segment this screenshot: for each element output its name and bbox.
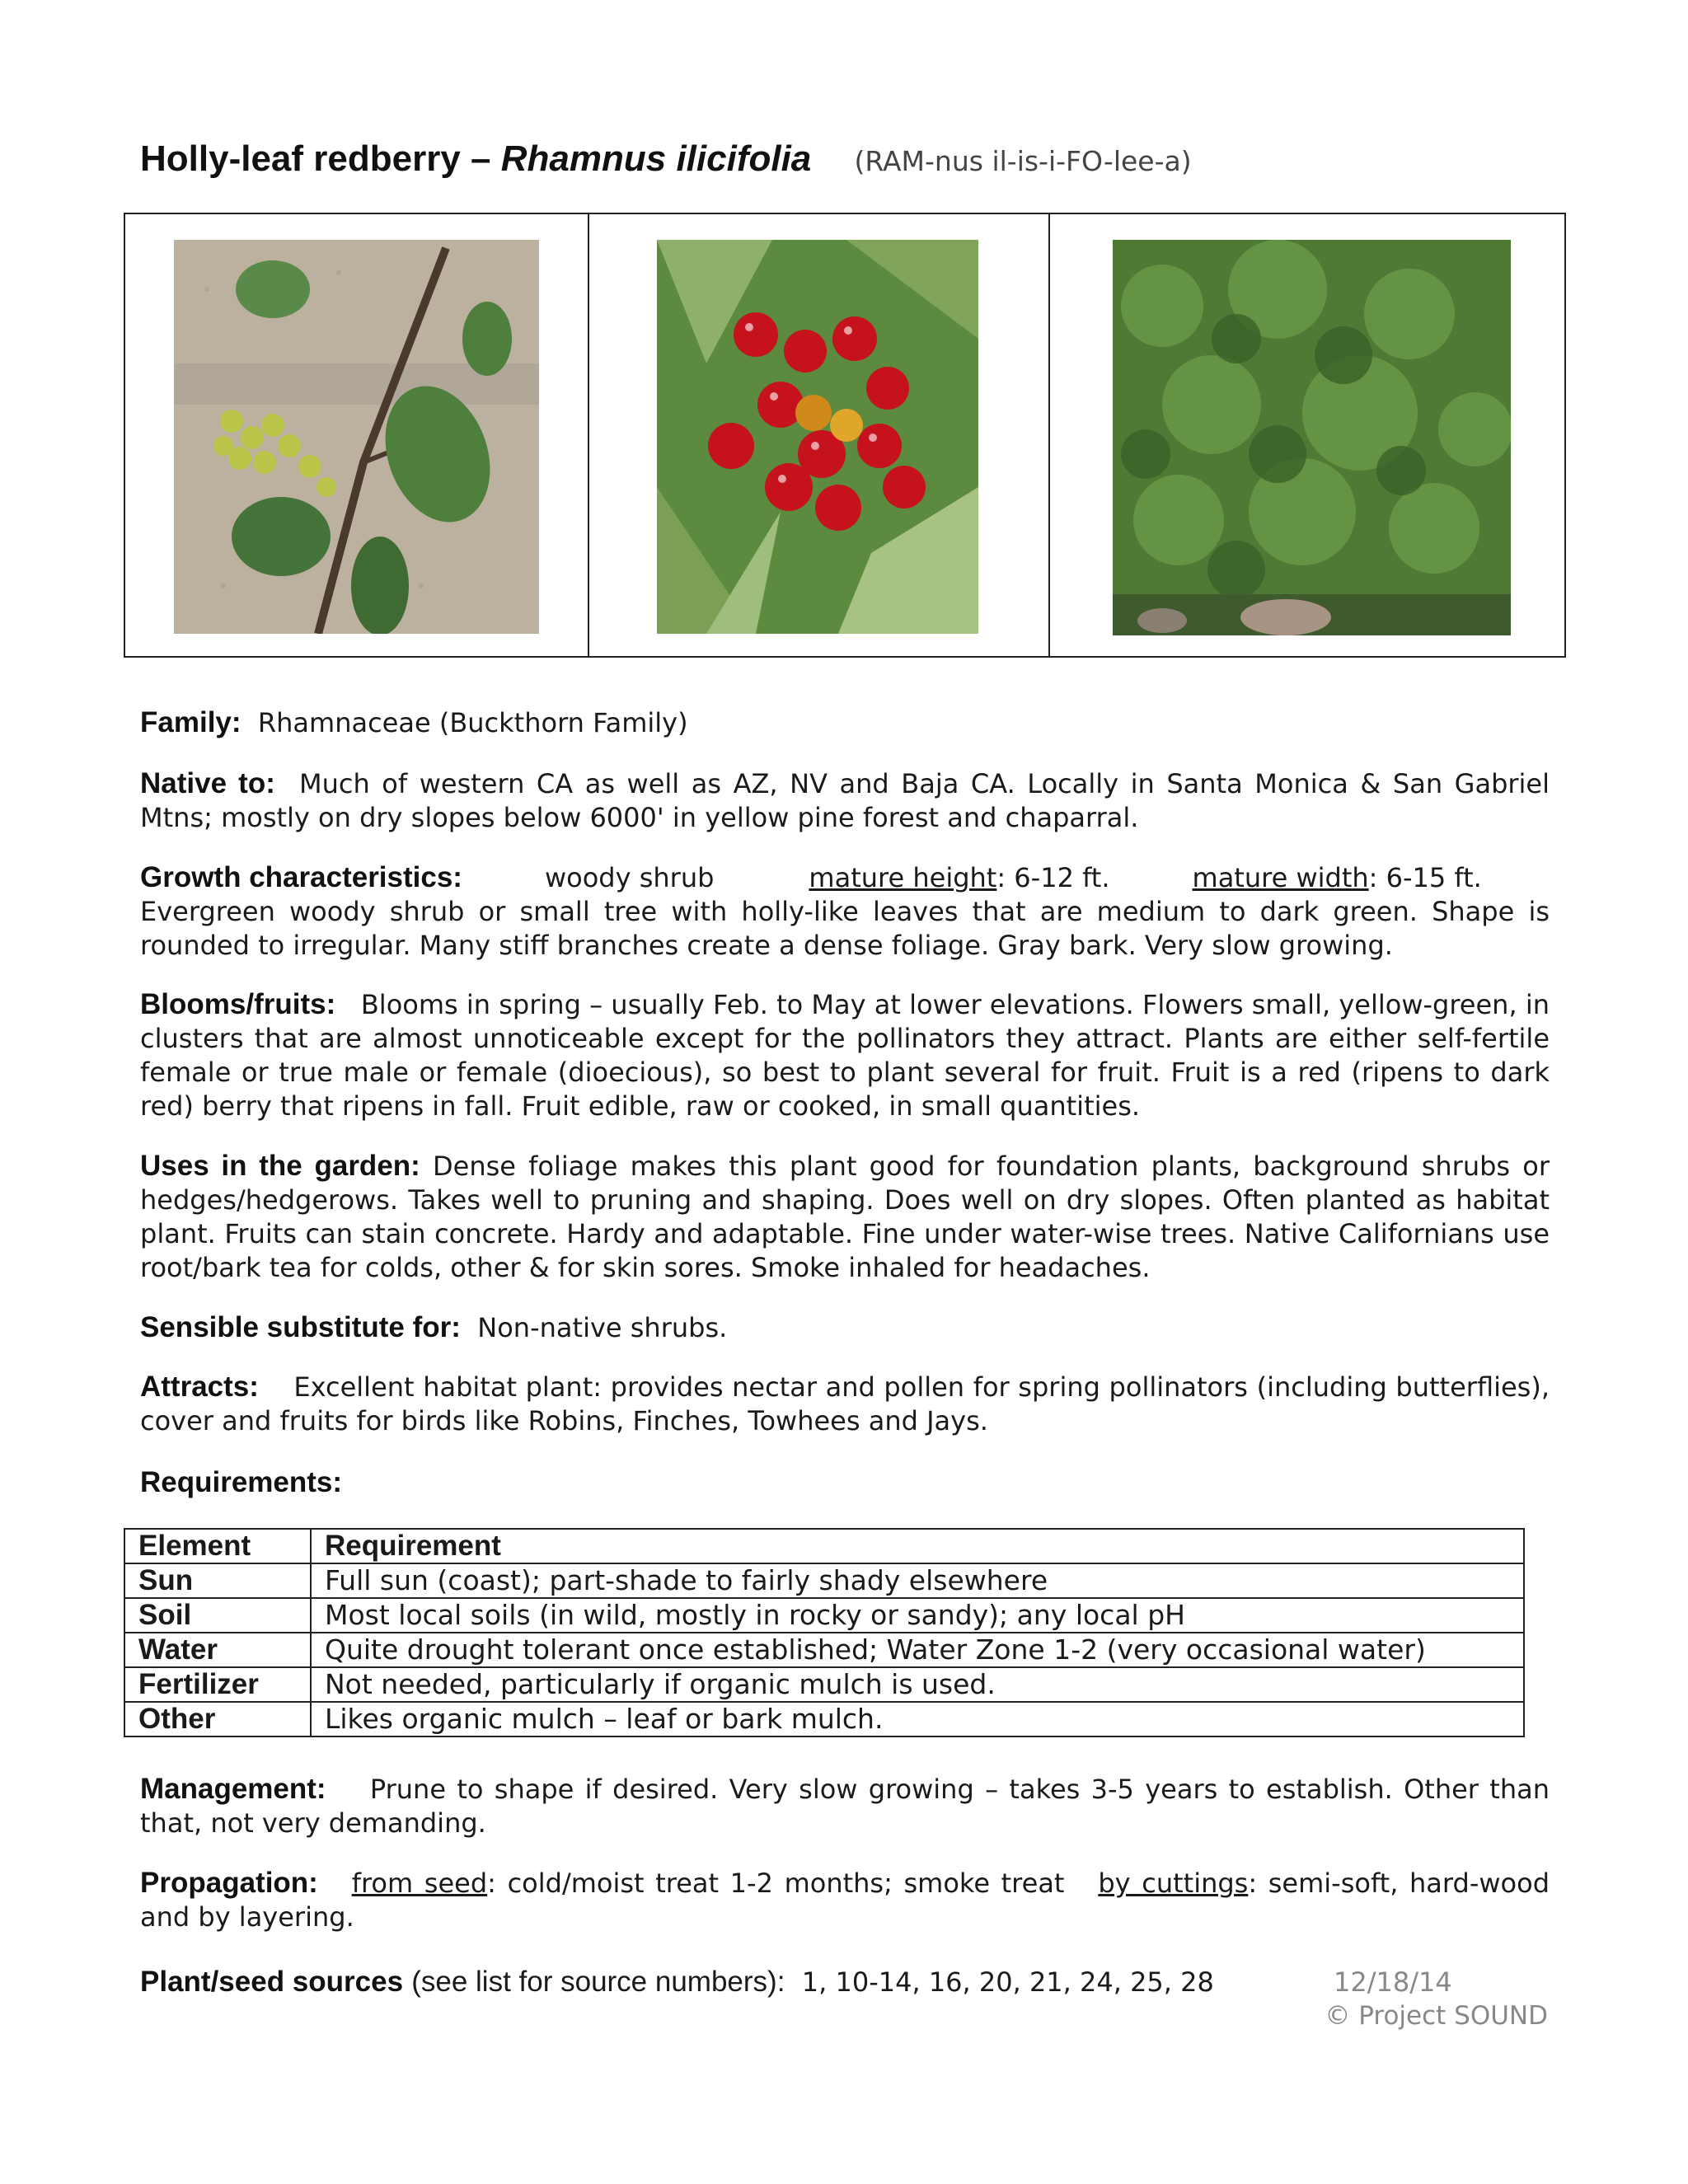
family-label: Family: bbox=[140, 706, 241, 738]
seed-value: : cold/moist treat 1-2 months; smoke treat bbox=[487, 1868, 1065, 1899]
mature-height-value: : 6-12 ft. bbox=[996, 862, 1110, 893]
management-label: Management: bbox=[140, 1773, 326, 1805]
blooms-section bbox=[140, 987, 1550, 1123]
copyright-notice: © Project SOUND bbox=[1325, 2001, 1548, 2031]
cuttings-value: : semi-soft, hard-wood and by layering. bbox=[140, 1868, 1550, 1933]
photo-cell-3 bbox=[1048, 214, 1564, 656]
red-berries-photo bbox=[657, 240, 978, 634]
requirement-cell: Not needed, particularly if organic mulch is used. bbox=[311, 1667, 1524, 1702]
requirement-cell: Quite drought tolerant once established; Water Zone 1-2 (very occasional water) bbox=[311, 1633, 1524, 1667]
family-section bbox=[140, 705, 1550, 740]
photo-cell-2 bbox=[588, 214, 1048, 656]
propagation-section bbox=[140, 1866, 1550, 1934]
growth-summary-row bbox=[140, 860, 1550, 895]
photo-cell-1 bbox=[125, 214, 588, 656]
pronunciation: (RAM-nus il-is-i-FO-lee-a) bbox=[854, 145, 1192, 177]
column-header-requirement: Requirement bbox=[311, 1529, 1524, 1563]
uses-section bbox=[140, 1149, 1550, 1285]
table-row bbox=[124, 1702, 1524, 1736]
element-cell: Water bbox=[124, 1633, 311, 1667]
sources-section bbox=[140, 1965, 1311, 1999]
column-header-element: Element bbox=[124, 1529, 311, 1563]
page-title bbox=[140, 138, 1192, 180]
table-header-row bbox=[124, 1529, 1524, 1563]
management-section bbox=[140, 1772, 1550, 1840]
growth-description: Evergreen woody shrub or small tree with holly-like leaves that are medium to dark green. Shape is rounded to irregular. Many stiff branches create a dense foliage. Gray bark. Very slow growing. bbox=[140, 896, 1550, 961]
growth-section bbox=[140, 860, 1550, 963]
sources-note: (see list for source numbers): bbox=[411, 1966, 785, 1998]
mature-width-value: : 6-15 ft. bbox=[1368, 862, 1482, 893]
growth-type: woody shrub bbox=[544, 862, 715, 893]
substitute-label: Sensible substitute for: bbox=[140, 1311, 461, 1343]
attracts-section bbox=[140, 1370, 1550, 1438]
uses-label: Uses in the garden: bbox=[140, 1150, 420, 1182]
table-row bbox=[124, 1667, 1524, 1702]
title-dash: – bbox=[471, 138, 491, 179]
mature-width-label: mature width bbox=[1192, 862, 1369, 893]
element-cell: Other bbox=[124, 1702, 311, 1736]
requirements-table bbox=[124, 1528, 1525, 1737]
native-value: Much of western CA as well as AZ, NV and Baja CA. Locally in Santa Monica & San Gabriel Mtns; mostly on dry slopes below 6000' in yellow pine forest and chaparral. bbox=[140, 768, 1550, 833]
flowering-branch-photo bbox=[174, 240, 539, 634]
requirement-cell: Most local soils (in wild, mostly in rocky or sandy); any local pH bbox=[311, 1598, 1524, 1633]
whole-shrub-photo bbox=[1113, 240, 1511, 635]
revision-date: 12/18/14 bbox=[1334, 1966, 1452, 1998]
blooms-value: Blooms in spring – usually Feb. to May at lower elevations. Flowers small, yellow-green, in clusters that are almost unnoticeable except for the pollinators they attract. Plants are either self-fertile female or true male or female (dioecious), so best to plant several for fruit. Fruit is a red (ripens to dark red) berry that ripens in fall. Fruit edible, raw or cooked, in small quantities. bbox=[140, 989, 1550, 1122]
scientific-name: Rhamnus ilicifolia bbox=[500, 138, 812, 179]
cuttings-label: by cuttings bbox=[1098, 1868, 1249, 1899]
attracts-value: Excellent habitat plant: provides nectar and pollen for spring pollinators (including butterflies), cover and fruits for birds like Robins, Finches, Towhees and Jays. bbox=[140, 1371, 1550, 1436]
requirement-cell: Likes organic mulch – leaf or bark mulch. bbox=[311, 1702, 1524, 1736]
blooms-label: Blooms/fruits: bbox=[140, 988, 336, 1020]
attracts-label: Attracts: bbox=[140, 1371, 259, 1403]
native-section bbox=[140, 766, 1550, 835]
native-label: Native to: bbox=[140, 767, 275, 799]
substitute-value: Non-native shrubs. bbox=[477, 1312, 728, 1343]
uses-value: Dense foliage makes this plant good for foundation plants, background shrubs or hedges/hedgerows. Takes well to pruning and shaping. Does well on dry slopes. Often planted as habitat plant. Fruits can stain concrete. Hardy and adaptable. Fine under water-wise trees. Native Californians use root/bark tea for colds, other & for skin sores. Smoke inhaled for headaches. bbox=[140, 1151, 1550, 1283]
seed-label: from seed bbox=[351, 1868, 488, 1899]
growth-label: Growth characteristics: bbox=[140, 861, 462, 893]
management-value: Prune to shape if desired. Very slow growing – takes 3-5 years to establish. Other than that, not very demanding. bbox=[140, 1774, 1550, 1839]
requirement-cell: Full sun (coast); part-shade to fairly shady elsewhere bbox=[311, 1563, 1524, 1598]
table-row bbox=[124, 1598, 1524, 1633]
substitute-section bbox=[140, 1310, 1550, 1345]
table-row bbox=[124, 1633, 1524, 1667]
common-name: Holly-leaf redberry bbox=[140, 138, 461, 179]
mature-height-label: mature height bbox=[809, 862, 997, 893]
element-cell: Fertilizer bbox=[124, 1667, 311, 1702]
element-cell: Soil bbox=[124, 1598, 311, 1633]
element-cell: Sun bbox=[124, 1563, 311, 1598]
requirements-heading bbox=[140, 1465, 1550, 1500]
table-row bbox=[124, 1563, 1524, 1598]
propagation-label: Propagation: bbox=[140, 1867, 318, 1899]
sources-numbers: 1, 10-14, 16, 20, 21, 24, 25, 28 bbox=[801, 1966, 1214, 1998]
photo-strip bbox=[124, 213, 1566, 658]
requirements-label: Requirements: bbox=[140, 1466, 343, 1498]
family-value: Rhamnaceae (Buckthorn Family) bbox=[257, 707, 688, 738]
sources-label: Plant/seed sources bbox=[140, 1966, 404, 1998]
